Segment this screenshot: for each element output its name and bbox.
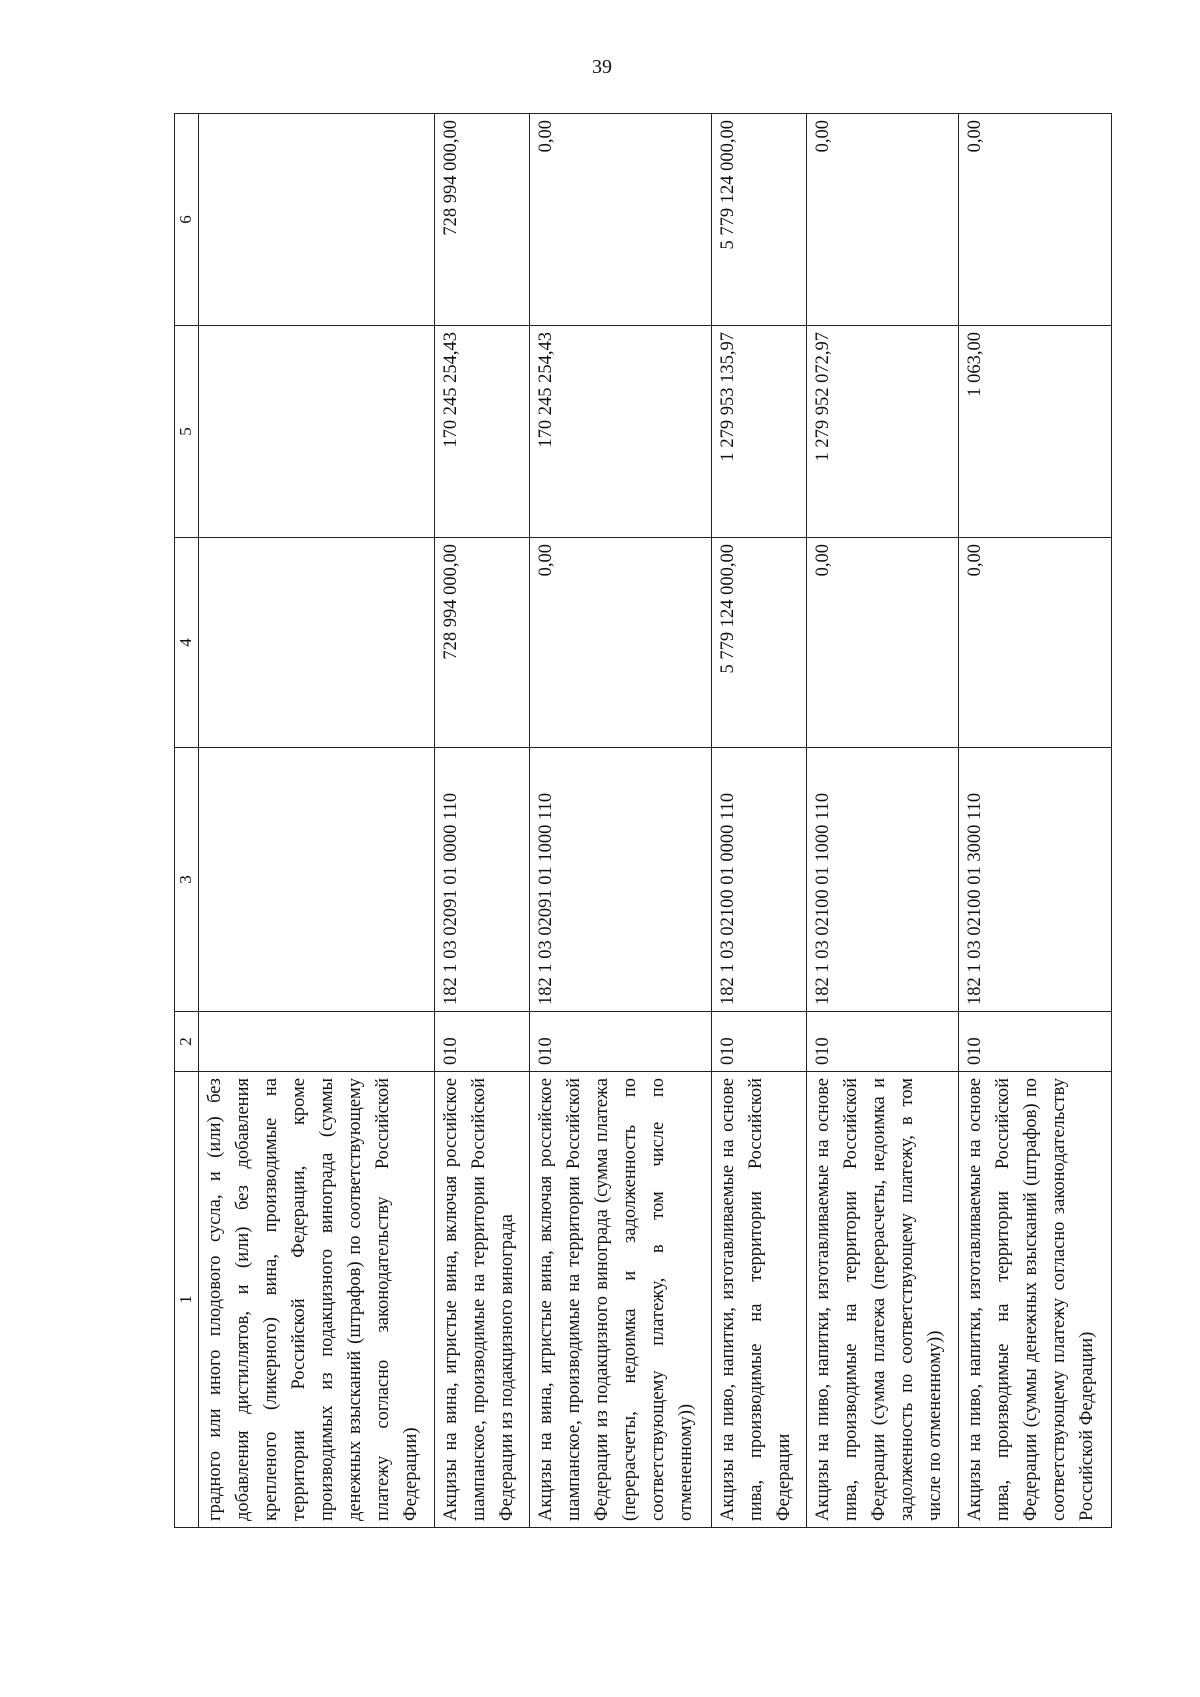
row-fact [198, 326, 434, 538]
row-code: 010 [435, 1012, 530, 1072]
header-cell: 3 [175, 748, 199, 1012]
table-row [711, 114, 806, 1528]
row-code: 010 [529, 1012, 711, 1072]
header-cell: 2 [175, 1012, 199, 1072]
row-plan: 728 994 000,00 [435, 538, 530, 748]
row-code: 010 [711, 1012, 806, 1072]
row-name: Акцизы на пиво, напитки, изготавливаемые на основе пива, производимые на территории Российской Федерации [711, 1072, 806, 1528]
row-rest: 0,00 [959, 114, 1112, 326]
row-plan: 0,00 [959, 538, 1112, 748]
table-row [435, 114, 530, 1528]
row-name: градного или иного плодового сусла, и (или) без добавления дистиллятов, и (или) без добавления крепленого (ликерного) вина, производимые на территории Российской Федерации, кроме производимых из подакцизного винограда (суммы денежных взысканий (штрафов) по соответствующему платежу согласно законодательству Российской Федерации) [198, 1072, 434, 1528]
row-name: Акцизы на пиво, напитки, изготавливаемые на основе пива, производимые на территории Российской Федерации (суммы денежных взысканий (штрафов) по соответствующему платежу согласно законодательству Российской Федерации) [959, 1072, 1112, 1528]
page-number: 39 [592, 56, 612, 78]
row-fact: 170 245 254,43 [529, 326, 711, 538]
row-kbk: 182 1 03 02091 01 1000 110 [529, 748, 711, 1012]
table-row [529, 114, 711, 1528]
rotated-table-wrapper [174, 114, 1112, 1528]
header-cell: 1 [175, 1072, 199, 1528]
row-rest: 5 779 124 000,00 [711, 114, 806, 326]
row-rest: 0,00 [806, 114, 959, 326]
row-kbk: 182 1 03 02100 01 0000 110 [711, 748, 806, 1012]
header-cell: 5 [175, 326, 199, 538]
header-cell: 4 [175, 538, 199, 748]
row-fact: 1 063,00 [959, 326, 1112, 538]
row-rest: 0,00 [529, 114, 711, 326]
header-cell: 6 [175, 114, 199, 326]
row-fact: 1 279 953 135,97 [711, 326, 806, 538]
row-code: 010 [806, 1012, 959, 1072]
row-rest [198, 114, 434, 326]
table-row [198, 114, 434, 1528]
row-fact: 170 245 254,43 [435, 326, 530, 538]
row-code [198, 1012, 434, 1072]
row-fact: 1 279 952 072,97 [806, 326, 959, 538]
row-name: Акцизы на вина, игристые вина, включая российское шампанское, производимые на территории Российской Федерации из подакцизного винограда (сумма платежа (перерасчеты, недоимка и задолженность по соответствующему платежу, в том числе по отмененному)) [529, 1072, 711, 1528]
table-row [806, 114, 959, 1528]
row-kbk [198, 748, 434, 1012]
row-plan: 0,00 [806, 538, 959, 748]
row-code: 010 [959, 1012, 1112, 1072]
row-kbk: 182 1 03 02100 01 1000 110 [806, 748, 959, 1012]
row-plan: 5 779 124 000,00 [711, 538, 806, 748]
row-name: Акцизы на вина, игристые вина, включая российское шампанское, производимые на территории Российской Федерации из подакцизного винограда [435, 1072, 530, 1528]
row-kbk: 182 1 03 02100 01 3000 110 [959, 748, 1112, 1012]
row-name: Акцизы на пиво, напитки, изготавливаемые на основе пива, производимые на территории Российской Федерации (сумма платежа (перерасчеты, недоимка и задолженность по соответствующему платежу, в том числе по отмененному)) [806, 1072, 959, 1528]
row-rest: 728 994 000,00 [435, 114, 530, 326]
row-plan [198, 538, 434, 748]
table-row [959, 114, 1112, 1528]
row-kbk: 182 1 03 02091 01 0000 110 [435, 748, 530, 1012]
revenue-table [174, 113, 1112, 1528]
header-row [175, 114, 199, 1528]
row-plan: 0,00 [529, 538, 711, 748]
